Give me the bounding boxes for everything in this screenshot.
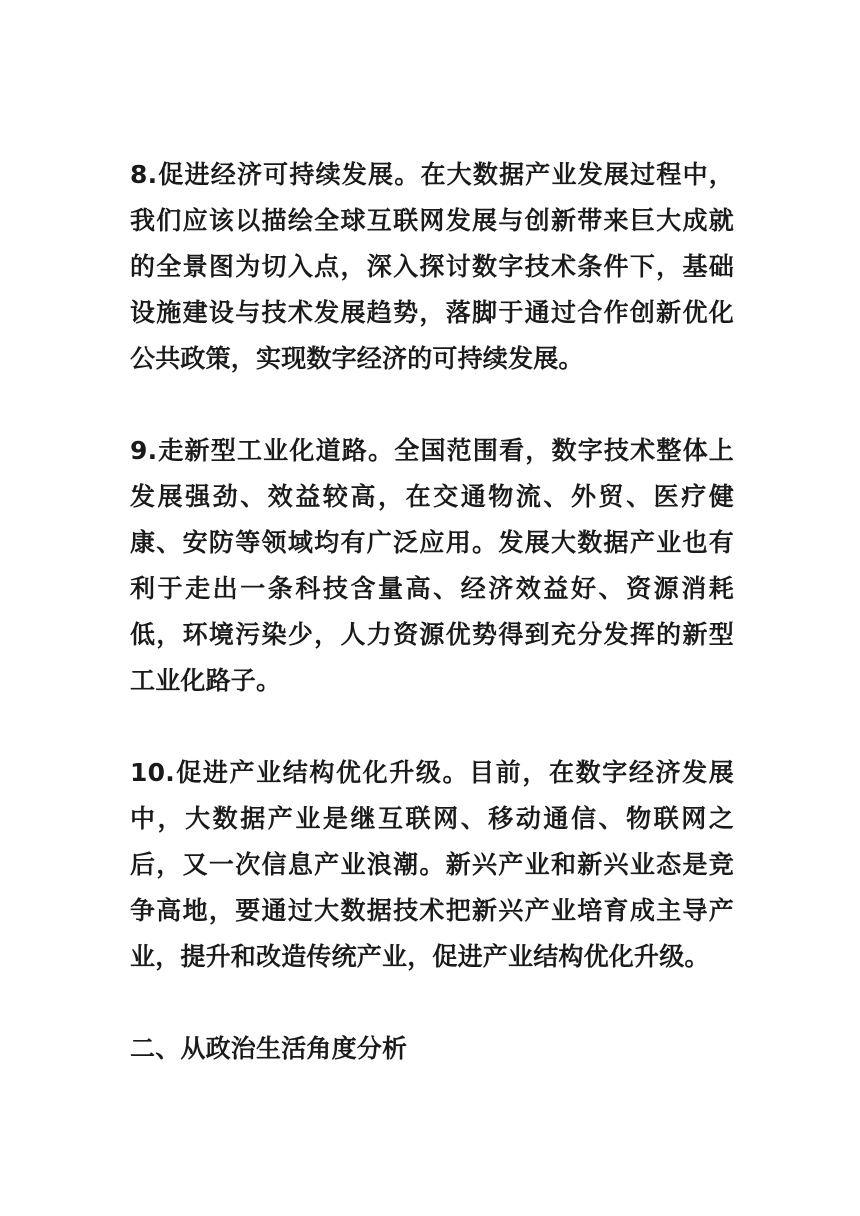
document-body <box>130 152 734 1072</box>
paragraph-sustainable-development: 8.促进经济可持续发展。在大数据产业发展过程中，我们应该以描绘全球互联网发展与创新带来巨大成就的全景图为切入点，深入探讨数字技术条件下，基础设施建设与技术发展趋势，落脚于通过合作创新优化公共政策，实现数字经济的可持续发展。 <box>130 160 734 373</box>
paragraph-industrial-upgrade: 10.促进产业结构优化升级。目前，在数字经济发展中，大数据产业是继互联网、移动通信、物联网之后，又一次信息产业浪潮。新兴产业和新兴业态是竞争高地，要通过大数据技术把新兴产业培育成主导产业，提升和改造传统产业，促进产业结构优化升级。 <box>130 758 734 971</box>
paragraph-new-industrialization: 9.走新型工业化道路。全国范围看，数字技术整体上发展强劲、效益较高，在交通物流、外贸、医疗健康、安防等领域均有广泛应用。发展大数据产业也有利于走出一条科技含量高、经济效益好、资源消耗低，环境污染少，人力资源优势得到充分发挥的新型工业化路子。 <box>130 436 734 695</box>
section-heading: 二、从政治生活角度分析 <box>130 1034 408 1063</box>
